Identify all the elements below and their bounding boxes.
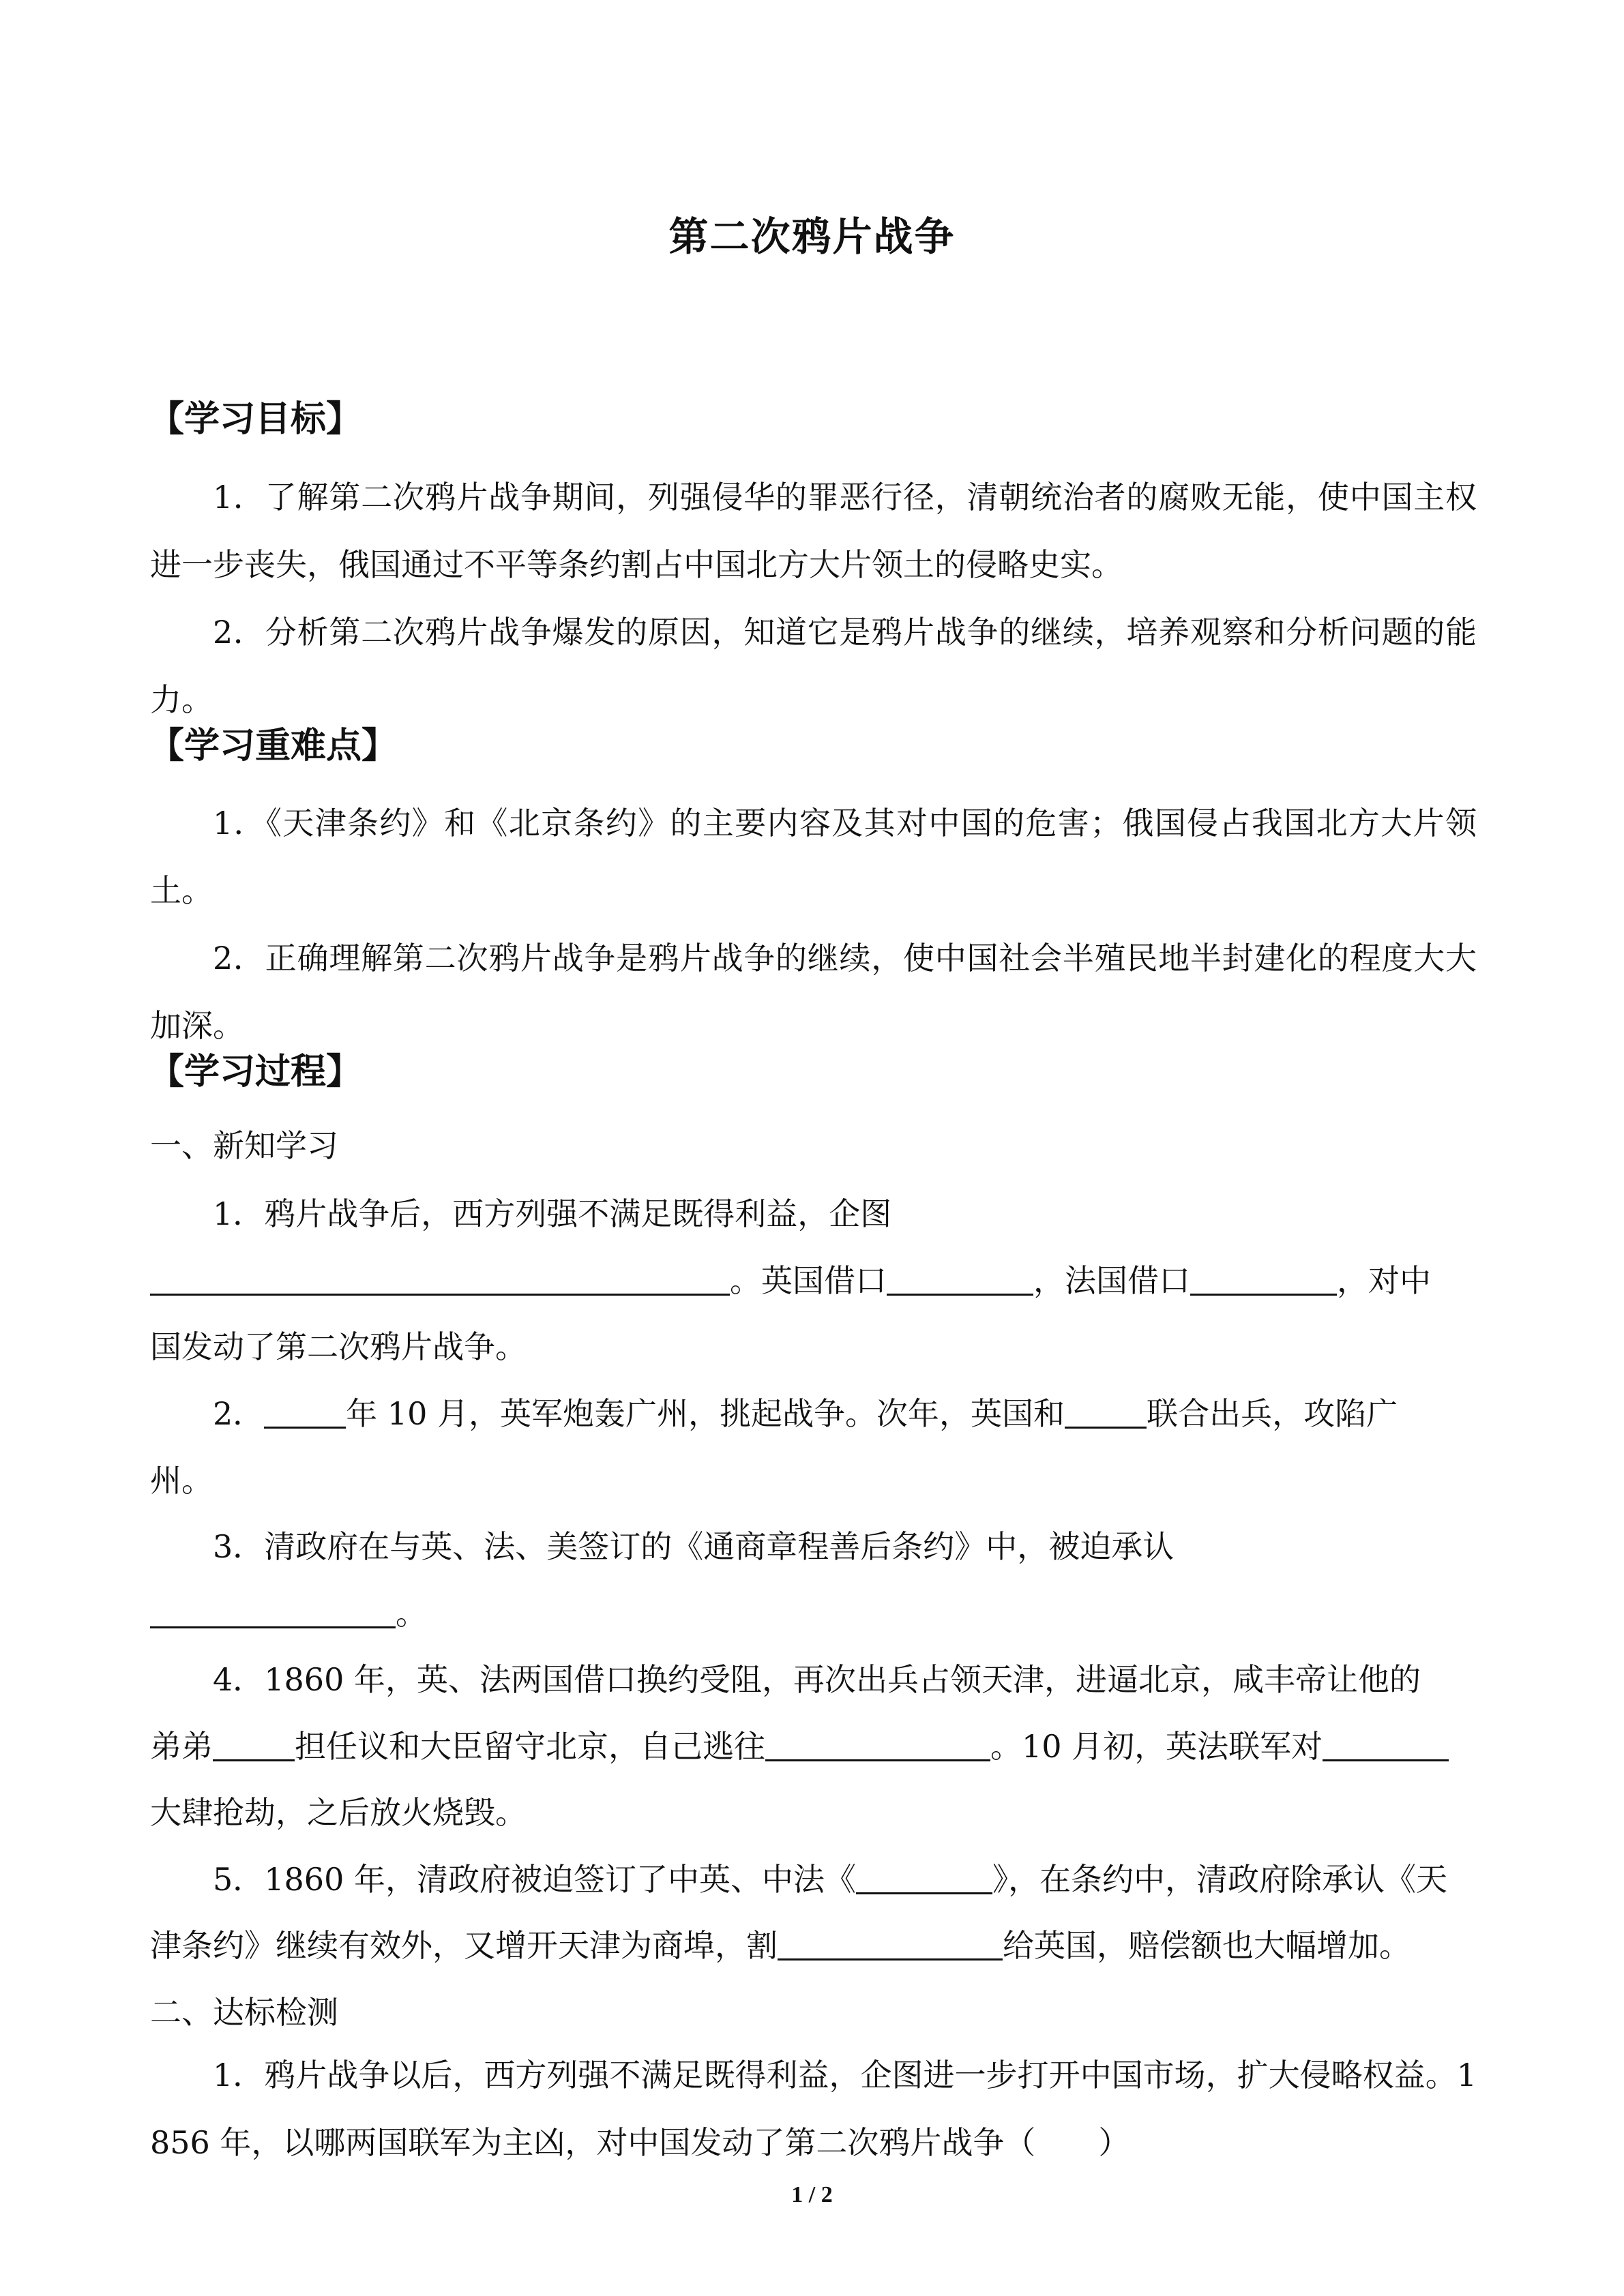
- answer-blank[interactable]: [1065, 1395, 1147, 1429]
- section-check: 二、达标检测: [150, 1994, 338, 2031]
- key-point-1: 1．《天津条约》和《北京条约》的主要内容及其对中国的危害；俄国侵占我国北方大片领土。: [150, 805, 1477, 909]
- answer-blank[interactable]: [264, 1395, 346, 1429]
- page-number: 1 / 2: [791, 2182, 833, 2207]
- answer-blank[interactable]: [213, 1728, 295, 1761]
- heading-key-points: 【学习重难点】: [149, 725, 398, 766]
- answer-blank[interactable]: [778, 1927, 1003, 1960]
- answer-blank[interactable]: [1323, 1728, 1449, 1761]
- q2-line1: 2． 年 10 月，英军炮轰广州，挑起战争。次年，英国和 联合出兵，攻陷广: [213, 1395, 1398, 1432]
- section-new-knowledge: 一、新知学习: [150, 1127, 338, 1164]
- answer-blank[interactable]: [856, 1861, 992, 1894]
- objective-1: 1．了解第二次鸦片战争期间，列强侵华的罪恶行径，清朝统治者的腐败无能，使中国主权进一步丧失，俄国通过不平等条约割占中国北方大片领土的侵略史实。: [150, 479, 1477, 583]
- q1-line1: 1．鸦片战争后，西方列强不满足既得利益，企图: [213, 1195, 892, 1232]
- q3-line1: 3．清政府在与英、法、美签订的《通商章程善后条约》中，被迫承认: [213, 1528, 1175, 1565]
- key-point-2: 2．正确理解第二次鸦片战争是鸦片战争的继续，使中国社会半殖民地半封建化的程度大大加深。: [150, 940, 1477, 1044]
- heading-objectives: 【学习目标】: [149, 398, 362, 440]
- q2-line2: 州。: [150, 1462, 213, 1499]
- answer-blank[interactable]: [150, 1262, 730, 1296]
- q4-line3: 大肆抢劫，之后放火烧毁。: [150, 1794, 527, 1831]
- objective-2: 2．分析第二次鸦片战争爆发的原因，知道它是鸦片战争的继续，培养观察和分析问题的能力。: [150, 614, 1477, 718]
- answer-blank[interactable]: [150, 1595, 396, 1628]
- page-title: 第二次鸦片战争: [668, 213, 956, 260]
- q4-line2: 弟弟 担任议和大臣留守北京，自己逃往 。10 月初，英法联军对: [150, 1726, 1449, 1767]
- answer-blank[interactable]: [765, 1728, 990, 1761]
- q1-line2: 。英国借口 ，法国借口 ，对中: [150, 1260, 1431, 1301]
- answer-blank[interactable]: [1190, 1262, 1337, 1296]
- q1-line3: 国发动了第二次鸦片战争。: [150, 1328, 527, 1365]
- q4-line1: 4．1860 年，英、法两国借口换约受阻，再次出兵占领天津，进逼北京，咸丰帝让他的: [213, 1661, 1421, 1698]
- check-question-1: 1．鸦片战争以后，西方列强不满足既得利益，企图进一步打开中国市场，扩大侵略权益。1856 年，以哪两国联军为主凶，对中国发动了第二次鸦片战争（ ）: [150, 2057, 1477, 2161]
- q5-line2: 津条约》继续有效外，又增开天津为商埠，割 给英国，赔偿额也大幅增加。: [150, 1927, 1411, 1964]
- heading-process: 【学习过程】: [149, 1051, 362, 1092]
- q5-line1: 5．1860 年，清政府被迫签订了中英、中法《 》，在条约中，清政府除承认《天: [213, 1861, 1447, 1898]
- answer-blank[interactable]: [887, 1262, 1033, 1296]
- q3-line2: 。: [150, 1593, 427, 1634]
